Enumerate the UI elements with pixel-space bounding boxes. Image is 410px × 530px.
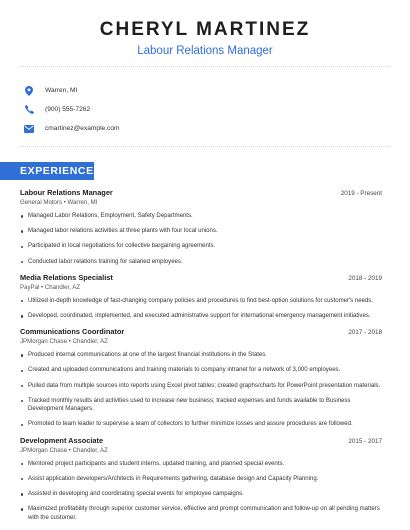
bullet-item: Assist application developers/Architects in Requirements gathering, database design and Capacity Planning. bbox=[20, 475, 382, 484]
bullet-item: Developed, coordinated, implemented, and executed administrative support for international emergency management initiatives. bbox=[20, 312, 382, 321]
job-header bbox=[20, 188, 382, 197]
candidate-name: CHERYL MARTINEZ bbox=[99, 19, 311, 40]
candidate-title: Labour Relations Manager bbox=[137, 45, 273, 57]
bullet-item: Pulled data from multiple sources into reports using Excel pivot tables; created graphs/charts for PowerPoint presentation materials. bbox=[20, 382, 382, 391]
job-bullets bbox=[20, 460, 382, 523]
job-entry bbox=[20, 327, 382, 429]
experience-list bbox=[20, 188, 382, 529]
contact-phone bbox=[20, 100, 120, 119]
job-title: Labour Relations Manager bbox=[20, 188, 113, 197]
header-divider bbox=[20, 66, 390, 67]
bullet-item: Created and uploaded communications and training materials to company intranet for a network of 3,000 employees. bbox=[20, 366, 382, 375]
job-title: Media Relations Specialist bbox=[20, 272, 113, 282]
job-company: General Motors • Warren, MI bbox=[20, 199, 98, 206]
experience-section-title: EXPERIENCE bbox=[20, 165, 94, 177]
contact-divider bbox=[20, 146, 390, 147]
job-dates: 2019 - Present bbox=[340, 190, 382, 197]
email-link[interactable]: cmartinez@example.com bbox=[45, 125, 120, 132]
bullet-item: Utilized in-depth knowledge of fast-changing company policies and procedures to find best-option solutions for customer's needs. bbox=[20, 297, 382, 306]
job-bullets bbox=[20, 297, 382, 321]
job-title: Development Associate bbox=[20, 435, 104, 445]
phone-icon bbox=[23, 104, 35, 116]
contact-location bbox=[20, 81, 120, 100]
location-text: Warren, MI bbox=[45, 87, 78, 94]
job-dates: 2018 - 2019 bbox=[348, 274, 382, 282]
resume-header bbox=[0, 0, 410, 58]
bullet-item: Maximized profitability through superior customer service, effective and prompt communication and follow-up on all pending matters with the customer. bbox=[20, 505, 382, 522]
map-pin-icon bbox=[23, 85, 35, 97]
bullet-item: Promoted to team leader to supervise a team of collectors to further minimize losses and assure procedures are followed. bbox=[20, 420, 382, 429]
job-dates: 2017 - 2018 bbox=[348, 329, 382, 337]
job-company: JPMorgan Chase • Chandler, AZ bbox=[20, 446, 108, 454]
job-company: JPMorgan Chase • Chandler, AZ bbox=[20, 338, 108, 346]
bullet-item: Managed labor relations activities at three plants with four local unions. bbox=[20, 227, 382, 236]
phone-text: (900) 555-7262 bbox=[45, 106, 91, 113]
bullet-item: Conducted labor relations training for salaried employees. bbox=[20, 258, 382, 267]
bullet-item: Mentored project participants and student interns, updated training, and planned special events. bbox=[20, 460, 382, 469]
job-header bbox=[20, 273, 382, 282]
contact-email[interactable] bbox=[20, 119, 120, 138]
bullet-item: Produced internal communications at one of the largest financial institutions in the States. bbox=[20, 351, 382, 360]
job-dates: 2015 - 2017 bbox=[348, 437, 382, 445]
job-header bbox=[20, 327, 382, 336]
job-entry bbox=[20, 188, 382, 266]
bullet-item: Participated in local negotiations for collective bargaining agreements. bbox=[20, 242, 382, 251]
envelope-icon bbox=[23, 123, 35, 135]
job-company: PayPal • Chandler, AZ bbox=[20, 283, 81, 291]
contact-list bbox=[20, 81, 120, 138]
bullet-item: Assisted in developing and coordinating special events for employee campaigns. bbox=[20, 490, 382, 499]
bullet-item: Tracked monthly results and activities used to increase new business; tracked expenses and funds available to Business Development Managers. bbox=[20, 397, 382, 414]
bullet-item: Managed Labor Relations, Employment, Safety Departments. bbox=[20, 212, 382, 221]
job-header bbox=[20, 436, 382, 445]
job-entry bbox=[20, 273, 382, 321]
job-bullets bbox=[20, 212, 382, 266]
job-entry bbox=[20, 436, 382, 523]
job-bullets bbox=[20, 351, 382, 429]
job-title: Communications Coordinator bbox=[20, 327, 125, 337]
